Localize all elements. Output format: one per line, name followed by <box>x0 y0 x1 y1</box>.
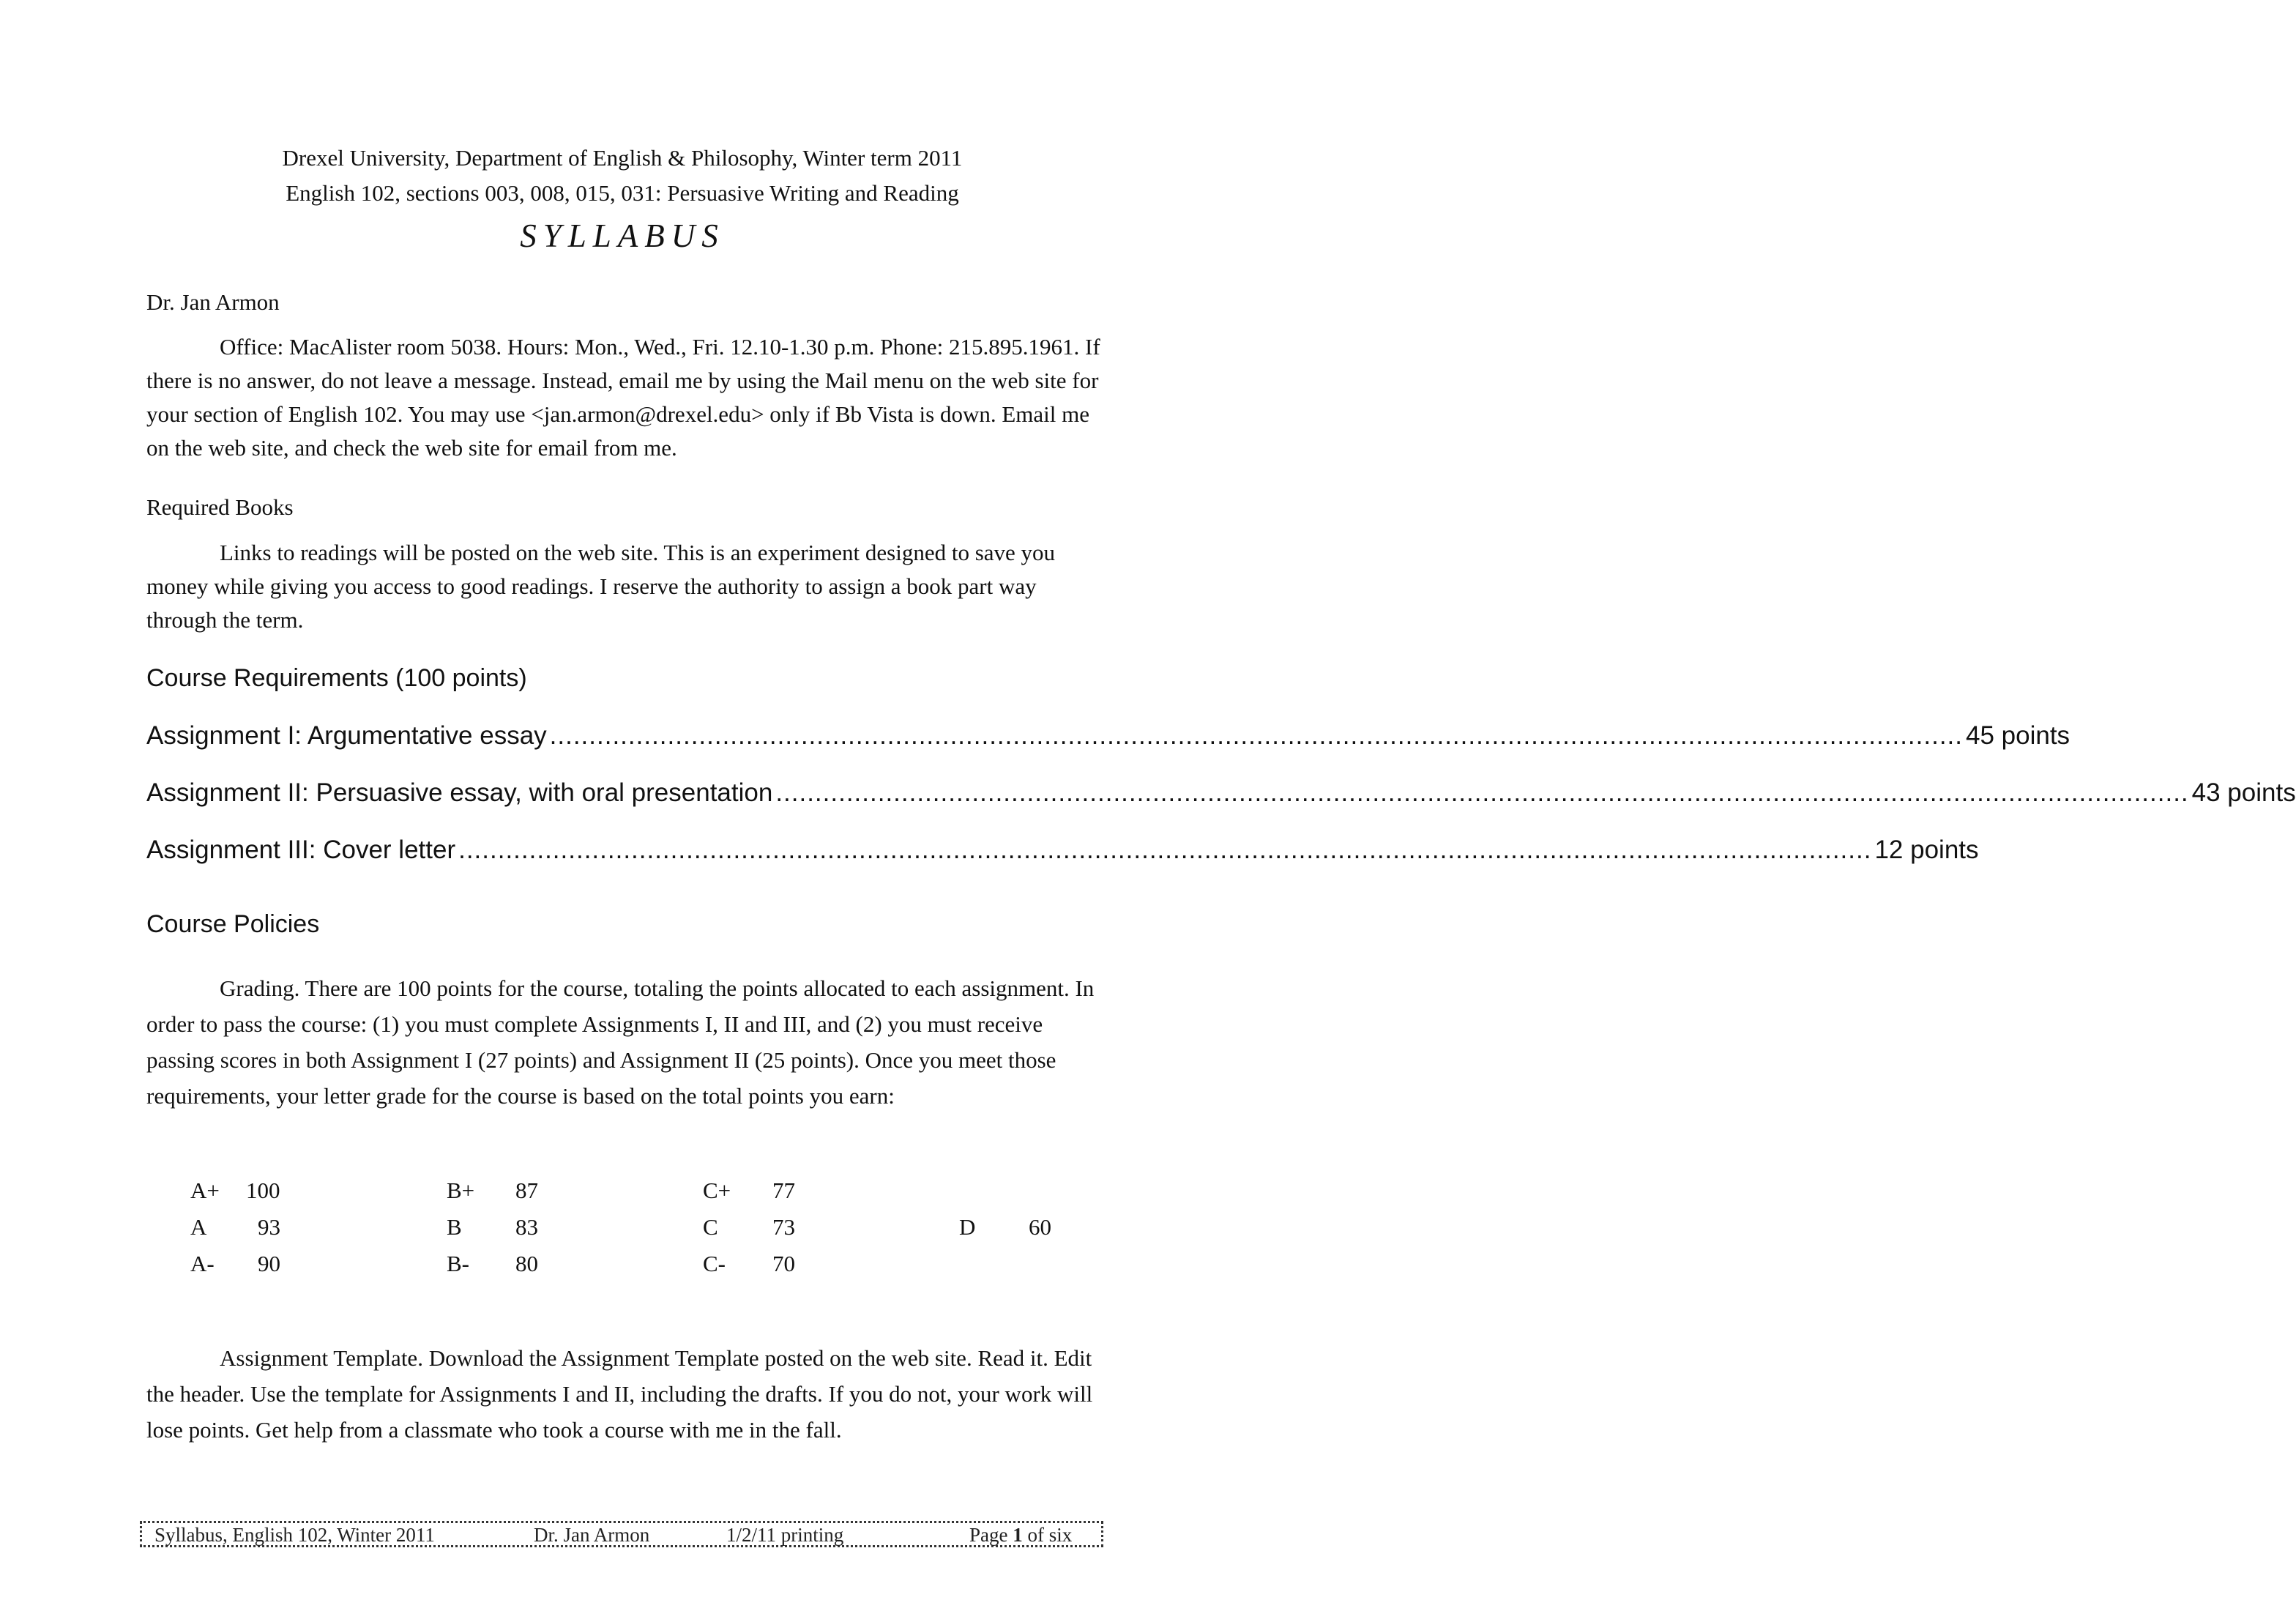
office-paragraph <box>146 330 1106 465</box>
requirement-label: Assignment I: Argumentative essay <box>146 721 547 750</box>
instructor-name: Dr. Jan Armon <box>146 289 280 315</box>
grade-letter: A- <box>190 1251 215 1276</box>
footer-printing: 1/2/11 printing <box>726 1524 844 1546</box>
university-header: Drexel University, Department of English & Philosophy, Winter term 2011 <box>282 145 963 171</box>
grade-points: 100 <box>246 1177 280 1203</box>
requirement-item <box>146 778 2296 808</box>
grade-points: 80 <box>515 1251 538 1276</box>
dot-leader: .................................................................................................................................................................................... <box>458 836 1872 864</box>
grade-letter: B- <box>447 1251 469 1276</box>
template-paragraph-text: Assignment Template. Download the Assignment Template posted on the web site. Read it. Edit the header. Use the template for Assignments I and II, including the drafts. If you do not, your work will lose points. Get help from a classmate who took a course with me in the fall. <box>146 1345 1093 1443</box>
footer-page-current: 1 <box>1013 1524 1023 1546</box>
grade-letter: A <box>190 1214 207 1240</box>
grade-letter: C- <box>703 1251 726 1276</box>
required-books-heading: Required Books <box>146 494 294 520</box>
course-policies-heading: Course Policies <box>146 910 320 938</box>
grading-paragraph <box>146 970 1106 1114</box>
template-paragraph <box>146 1340 1106 1448</box>
footer-instructor: Dr. Jan Armon <box>534 1524 650 1546</box>
grade-points: 70 <box>772 1251 795 1276</box>
grade-letter: D <box>959 1214 976 1240</box>
grade-points: 83 <box>515 1214 538 1240</box>
books-paragraph <box>146 536 1106 637</box>
requirement-points: 12 points <box>1874 836 1979 864</box>
requirement-points: 43 points <box>2191 778 2296 807</box>
grading-paragraph-text: Grading. There are 100 points for the course, totaling the points allocated to each assignment. In order to pass the course: (1) you must complete Assignments I, II and III, and (2) you must receive passing scores in both Assignment I (27 points) and Assignment II (25 points). Once you meet those requirements, your letter grade for the course is based on the total points you earn: <box>146 975 1095 1109</box>
grade-points: 90 <box>258 1251 280 1276</box>
requirement-item <box>146 836 1979 865</box>
grade-letter: C <box>703 1214 718 1240</box>
grade-points: 77 <box>772 1177 795 1203</box>
office-paragraph-text: Office: MacAlister room 5038. Hours: Mon., Wed., Fri. 12.10-1.30 p.m. Phone: 215.895.1961. If there is no answer, do not leave a message. Instead, email me by using the Mail menu on the web site for your section of English 102. You may use <jan.armon@drexel.edu> only if Bb Vista is down. Email me on the web site, and check the web site for email from me. <box>146 334 1100 461</box>
dot-leader: .................................................................................................................................................................................... <box>549 721 1963 750</box>
document-title: SYLLABUS <box>520 217 725 254</box>
footer-page-suffix: of six <box>1022 1524 1073 1546</box>
footer-page-number <box>969 1524 1072 1547</box>
grade-points: 73 <box>772 1214 795 1240</box>
course-requirements-heading: Course Requirements (100 points) <box>146 664 527 692</box>
grade-points: 60 <box>1029 1214 1051 1240</box>
footer-page-prefix: Page <box>969 1524 1013 1546</box>
requirement-item <box>146 721 2070 751</box>
requirement-label: Assignment II: Persuasive essay, with oral presentation <box>146 778 773 807</box>
dot-leader: .................................................................................................................................................................................... <box>775 778 2189 807</box>
grade-letter: A+ <box>190 1177 220 1203</box>
grade-letter: B+ <box>447 1177 475 1203</box>
grade-letter: C+ <box>703 1177 731 1203</box>
grade-letter: B <box>447 1214 462 1240</box>
books-paragraph-text: Links to readings will be posted on the web site. This is an experiment designed to save you money while giving you access to good readings. I reserve the authority to assign a book part way through the term. <box>146 540 1056 633</box>
grade-points: 87 <box>515 1177 538 1203</box>
footer-course: Syllabus, English 102, Winter 2011 <box>154 1524 435 1546</box>
course-header: English 102, sections 003, 008, 015, 031: Persuasive Writing and Reading <box>286 180 959 206</box>
grade-points: 93 <box>258 1214 280 1240</box>
page-footer <box>140 1521 1103 1547</box>
requirement-label: Assignment III: Cover letter <box>146 836 456 864</box>
requirement-points: 45 points <box>1966 721 2070 750</box>
